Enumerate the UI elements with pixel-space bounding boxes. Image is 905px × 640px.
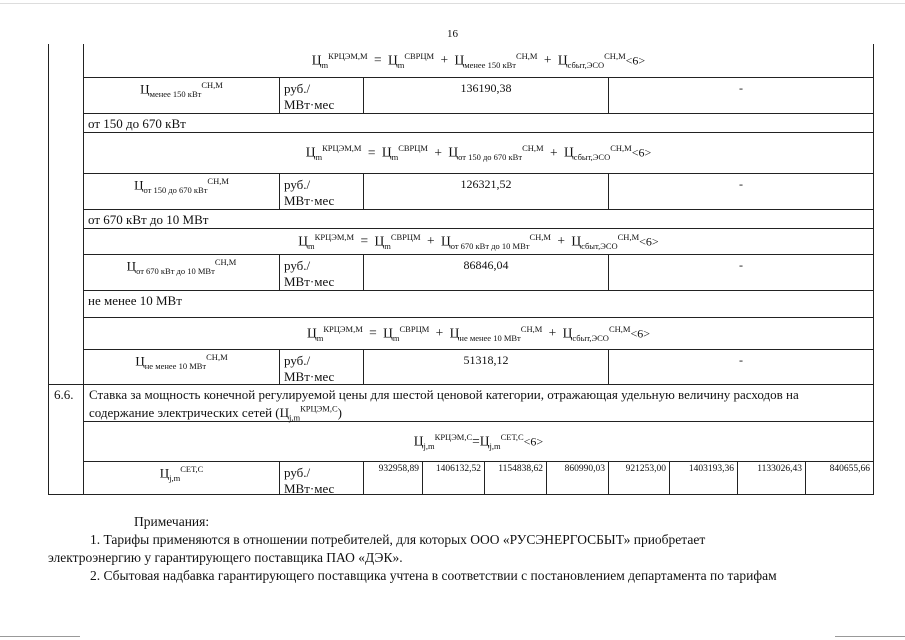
sup: КРЦЭМ,М	[314, 231, 355, 242]
unit-line-1: руб./	[284, 353, 311, 368]
sup: СН,М	[207, 176, 229, 186]
sub: менее 150 кВт	[464, 59, 516, 70]
footnote-ref: <6>	[631, 145, 652, 160]
value-cell: 136190,38	[364, 78, 609, 114]
sub: j,m	[169, 472, 181, 483]
sup: СВРЦМ	[399, 323, 430, 334]
symbol: Ц	[449, 325, 460, 341]
sup: СВРЦМ	[404, 50, 435, 61]
value-right-cell: -	[609, 255, 874, 291]
unit-line-2: МВт·мес	[284, 274, 335, 290]
footnote-ref: <6>	[639, 234, 659, 249]
footnote-ref: <6>	[523, 434, 544, 449]
sup: СН,М	[617, 231, 640, 242]
equals: =	[472, 433, 480, 449]
unit-line-1: руб./	[284, 177, 311, 192]
page-bottom-edge-left	[0, 636, 80, 637]
symbol: Ц	[479, 433, 490, 449]
symbol: Ц	[557, 52, 568, 68]
page-bottom-edge-right	[835, 636, 905, 637]
sup: КРЦЭМ,М	[328, 50, 368, 61]
symbol: Ц	[571, 233, 582, 249]
symbol: Ц	[311, 52, 322, 68]
sub: m	[316, 332, 324, 343]
unit-line-1: руб./	[284, 81, 311, 96]
sub: m	[391, 152, 399, 163]
sub: менее 150 кВт	[149, 88, 202, 99]
symbol: Ц	[454, 52, 465, 68]
sub: сбыт,ЭСО	[572, 332, 609, 343]
sup: СН,М	[529, 231, 551, 242]
symbol: Ц	[159, 465, 170, 481]
value-cell: 126321,52	[364, 174, 609, 210]
range-label-150-670: от 150 до 670 кВт	[84, 114, 874, 133]
symbol: Ц	[126, 258, 137, 274]
sup: СН,М	[608, 323, 631, 334]
sub: m	[384, 240, 391, 251]
formula-text: $Ц_m^{КРЦЭМ,М} = Ц_m^{СВРЦМ} + Ц_{менее 150 кВт}^{СН,М} + Ц_{сбыт,ЭСО}^{СН,М}<6>$	[311, 50, 646, 70]
value-cell: 932958,89	[364, 462, 423, 495]
symbol: Ц	[305, 144, 316, 160]
close-paren: )	[337, 404, 342, 420]
symbol: Ц	[381, 144, 392, 160]
unit-line-2: МВт·мес	[284, 193, 335, 209]
sub: j,m	[423, 440, 435, 451]
value-cell: 840655,66	[806, 462, 874, 495]
sub: от 670 кВт до 10 МВт	[136, 265, 215, 276]
footnote-ref: <6>	[630, 326, 650, 341]
note-1-line-2: электроэнергию у гарантирующего поставщика ПАО «ДЭК».	[48, 550, 403, 565]
sup: СН,М	[520, 323, 543, 334]
value-right-cell: -	[609, 78, 874, 114]
sup: СН,М	[201, 80, 223, 90]
sub: не менее 10 МВт	[144, 360, 207, 371]
footnote-ref: <6>	[625, 53, 646, 68]
value-right-cell: -	[609, 174, 874, 210]
note-1-line-1: 1. Тарифы применяются в отношении потребителей, для которых ООО «РУСЭНЕРГОСБЫТ» приобретает	[90, 532, 706, 547]
sub: j,m	[289, 412, 301, 423]
sub: от 150 до 670 кВт	[458, 152, 523, 163]
unit-line-2: МВт·мес	[284, 369, 335, 385]
value-cell: 921253,00	[609, 462, 670, 495]
symbol: Ц	[448, 144, 459, 160]
symbol: Ц	[135, 353, 145, 369]
sup: КРЦЭМ,С	[434, 431, 473, 442]
symbol: Ц	[563, 144, 574, 160]
note-2-line-1: 2. Сбытовая надбавка гарантирующего поставщика учтена в соответствии с постановлением департамента по тарифам	[90, 568, 777, 583]
description-text: содержание электрических сетей (Ц	[89, 404, 290, 420]
sub: сбыт,ЭСО	[567, 59, 605, 70]
sup: КРЦЭМ,С	[300, 403, 338, 414]
sub: от 670 кВт до 10 МВт	[450, 240, 530, 251]
sub: m	[308, 240, 315, 251]
value-cell: 86846,04	[364, 255, 609, 291]
notes	[48, 0, 874, 640]
symbol: Ц	[440, 233, 451, 249]
symbol: Ц	[562, 325, 573, 341]
sub: m	[321, 59, 329, 70]
section-number: 6.6.	[48, 385, 84, 495]
formula-text: $Ц_m^{КРЦЭМ,М} = Ц_m^{СВРЦМ} + Ц_{от 150 до 670 кВт}^{СН,М} + Ц_{сбыт,ЭСО}^{СН,М}<6>$	[305, 143, 652, 163]
value-cell: 1133026,43	[738, 462, 806, 495]
value-cell: 51318,12	[364, 350, 609, 385]
symbol: Ц	[413, 433, 424, 449]
sup: КРЦЭМ,М	[323, 323, 363, 334]
symbol: Ц	[140, 81, 150, 97]
symbol: Ц	[298, 233, 309, 249]
notes-title: Примечания:	[134, 514, 210, 529]
unit-line-1: руб./	[284, 258, 311, 273]
sup: СН,М	[604, 50, 626, 61]
sub: m	[315, 152, 323, 163]
sup: СВРЦМ	[398, 143, 428, 154]
unit-line-1: руб./	[284, 465, 311, 480]
sub: m	[397, 59, 405, 70]
value-cell: 860990,03	[547, 462, 609, 495]
symbol: Ц	[387, 52, 398, 68]
value-cell: 1403193,36	[670, 462, 738, 495]
value-right-cell: -	[609, 350, 874, 385]
formula-text: $Ц_m^{КРЦЭМ,М} = Ц_m^{СВРЦМ} + Ц_{от 670 кВт до 10 МВт}^{СН,М} + Ц_{сбыт,ЭСО}^{СН,М}<6>$	[298, 231, 659, 251]
sup: СН,М	[214, 257, 237, 267]
value-cell: 1406132,52	[423, 462, 485, 495]
symbol: Ц	[134, 177, 144, 193]
unit-line-2: МВт·мес	[284, 481, 335, 497]
sup: СЕТ,С	[500, 431, 524, 442]
sup: СЕТ,С	[180, 464, 204, 474]
sub: сбыт,ЭСО	[581, 240, 618, 251]
sup: СН,М	[610, 143, 632, 154]
sub: j,m	[489, 440, 501, 451]
page-number: 16	[447, 28, 458, 40]
sub: сбыт,ЭСО	[573, 152, 611, 163]
range-label-10-plus: не менее 10 МВт	[84, 291, 874, 318]
formula-text: $Ц_m^{КРЦЭМ,М} = Ц_m^{СВРЦМ} + Ц_{не менее 10 МВт}^{СН,М} + Ц_{сбыт,ЭСО}^{СН,М}<6>$	[306, 323, 650, 343]
symbol: Ц	[306, 325, 317, 341]
unit-line-2: МВт·мес	[284, 97, 335, 113]
sup: СН,М	[206, 352, 228, 362]
symbol: Ц	[383, 325, 393, 341]
sub: m	[392, 332, 400, 343]
symbol: Ц	[374, 233, 385, 249]
sup: СН,М	[522, 143, 544, 154]
sup: СВРЦМ	[390, 231, 421, 242]
range-label-670-10: от 670 кВт до 10 МВт	[84, 210, 874, 229]
sup: СН,М	[515, 50, 538, 61]
value-cell: 1154838,62	[485, 462, 547, 495]
description-line-1: Ставка за мощность конечной регулируемой цены для шестой ценовой категории, отражающая удельную величину расходов на	[89, 387, 799, 402]
sup: КРЦЭМ,М	[322, 143, 362, 154]
sub: от 150 до 670 кВт	[143, 184, 208, 195]
sub: не менее 10 МВт	[459, 332, 521, 343]
